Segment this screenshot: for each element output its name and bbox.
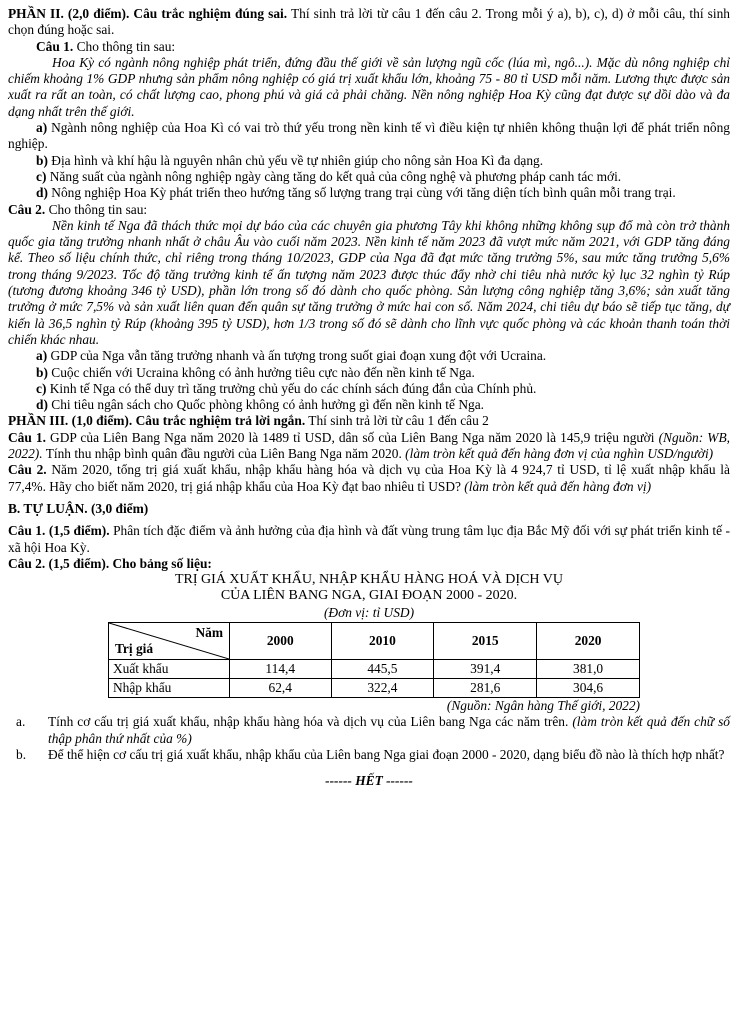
item-mark: b) <box>36 152 48 168</box>
item-mark: c) <box>36 380 47 396</box>
subquestion-b <box>16 746 730 763</box>
item-mark: b) <box>36 364 48 380</box>
sub-mark: b. <box>16 746 27 762</box>
item-mark: a) <box>36 348 48 364</box>
table-corner-cell <box>109 622 230 659</box>
part3-instruction: Thí sinh trả lời từ câu 1 đến câu 2 <box>305 413 489 429</box>
sub-text: Để thể hiện cơ cấu trị giá xuất khẩu, nhập khẩu của Liên bang Nga giai đoạn 2000 - 2020, dạng biểu đồ nào là thích hợp nhất? <box>48 746 725 762</box>
part3-q2-label: Câu 2. <box>8 462 47 478</box>
item-mark: a) <box>36 120 48 136</box>
part2-q1-item-b <box>8 153 730 169</box>
corner-top-label: Năm <box>195 624 223 640</box>
table-cell: 114,4 <box>230 659 332 678</box>
part3-heading: PHẦN III. (1,0 điểm). Câu trắc nghiệm trả lời ngắn. <box>8 413 306 429</box>
part2-q2-passage: Nền kinh tế Nga đã thách thức mọi dự báo của các chuyên gia phương Tây khi không những không sụp đổ mà còn trở thành quốc gia tăng trưởng nhanh nhất ở châu Âu vào cuối năm 2023. Nền kinh tế năm 2023 đã vượt mức năm 2021, với GDP tăng đáng kể. Theo số liệu chính thức, chỉ riêng trong tháng 10/2023, GDP của Nga đã đạt mức tăng trưởng 5%, sau mức tăng trưởng 5,6% trong tháng 9/2023. Tốc độ tăng trưởng kinh tế ấn tượng năm 2023 được thúc đẩy nhờ chi tiêu nhà nước kỷ lục 32 nghìn tỷ Rúp (tương đương khoảng 346 tỷ USD), phần lớn trong số đó dành cho quốc phòng. Sản lượng công nghiệp tăng 3,6%; sản xuất tăng trưởng ở mức 7,5% và sản xuất liên quan đến quân sự tăng trưởng ở mức hai con số. Năm 2024, chi tiêu dự báo sẽ tiếp tục tăng, dự kiến là 36,5 nghìn tỷ Rúp (khoảng 395 tỷ USD), hơn 1/3 trong số đó sẽ dành cho lĩnh vực quốc phòng và các khoản thanh toán thời chiến khác nhau. <box>8 217 730 347</box>
item-text: Chi tiêu ngân sách cho Quốc phòng không có ảnh hưởng gì đến nền kinh tế Nga. <box>47 397 484 413</box>
partB-q2-subquestions <box>8 714 730 763</box>
subquestion-a <box>16 714 730 747</box>
part3-q1-note: (làm tròn kết quả đến hàng đơn vị của nghìn USD/người) <box>405 446 714 462</box>
table-unit: (Đơn vị: tỉ USD) <box>323 604 415 620</box>
item-text: Cuộc chiến với Ucraina không có ảnh hưởng tiêu cực nào đến nền kinh tế Nga. <box>47 364 475 380</box>
item-mark: d) <box>36 397 48 413</box>
partB-heading: B. TỰ LUẬN. (3,0 điểm) <box>8 500 149 516</box>
table-cell: 381,0 <box>537 659 640 678</box>
year-header: 2000 <box>230 622 332 659</box>
partB-q1 <box>8 523 730 556</box>
part3-q1 <box>8 430 730 463</box>
end-marker: ------ HẾT ------ <box>325 773 413 789</box>
item-text: Địa hình và khí hậu là nguyên nhân chủ yếu về tự nhiên giúp cho nông sản Hoa Kì đa dạng. <box>47 152 544 168</box>
item-text: Ngành nông nghiệp của Hoa Kì có vai trò thứ yếu trong nền kinh tế vì điều kiện tự nhiên không thuận lợi để phát triển nông nghiệp. <box>8 120 730 152</box>
item-text: Năng suất của ngành nông nghiệp ngày càng tăng do kết quả của công nghệ và phương pháp canh tác mới. <box>46 168 622 184</box>
part2-heading: PHẦN II. (2,0 điểm). Câu trắc nghiệm đúng sai. <box>8 6 288 21</box>
table-cell: 281,6 <box>434 678 537 697</box>
partB-q1-text: Phân tích đặc điểm và ảnh hưởng của địa hình và đất vùng trung tâm lục địa Bắc Mỹ đối với sự phát triển kinh tế - xã hội Hoa Kỳ. <box>8 523 730 555</box>
part2-q1-label: Câu 1. <box>36 38 74 54</box>
part2-q2-item-a <box>8 348 730 364</box>
table-cell: 62,4 <box>230 678 332 697</box>
part3-q1-source: (Nguồn: WB, 2022). <box>8 429 730 462</box>
part3-q1-text: GDP của Liên Bang Nga năm 2020 là 1489 tỉ USD, dân số của Liên Bang Nga năm 2020 là 145,9 triệu người <box>45 429 659 445</box>
year-header: 2015 <box>434 622 537 659</box>
partB-q2-label: Câu 2. (1,5 điểm). Cho bảng số liệu: <box>8 555 212 571</box>
trade-table <box>108 622 640 698</box>
table-source: (Nguồn: Ngân hàng Thế giới, 2022) <box>446 697 640 713</box>
part2-q2-header <box>8 202 730 218</box>
row-label: Nhập khẩu <box>109 678 230 697</box>
sub-mark: a. <box>16 714 26 730</box>
part2-q1-intro: Cho thông tin sau: <box>73 38 176 54</box>
part2-q1-passage: Hoa Kỳ có ngành nông nghiệp phát triển, đứng đầu thế giới về sản lượng ngũ cốc (lúa mì, ngô...). Mặc dù nông nghiệp chỉ chiếm khoảng 1% GDP nhưng sản phẩm nông nghiệp có giá trị xuất khẩu lớn, khoảng 75 - 80 tỉ USD mỗi năm. Lương thực được sản xuất ra rất an toàn, có chất lượng cao, phong phú và giá cả phải chăng. Nền nông nghiệp Hoa Kỳ cũng đạt được sự dồi dào và đa dạng nhất trên thế giới. <box>8 54 730 119</box>
part3-q1-text2: Tính thu nhập bình quân đầu người của Liên Bang Nga năm 2020. <box>42 446 406 462</box>
item-text: GDP của Nga vẫn tăng trưởng nhanh và ấn tượng trong suốt giai đoạn xung đột với Ucraina. <box>47 348 547 364</box>
row-label: Xuất khẩu <box>109 659 230 678</box>
table-header-row <box>109 622 640 659</box>
part2-q2-item-c <box>8 381 730 397</box>
table-cell: 322,4 <box>331 678 434 697</box>
part3-q2-note: (làm tròn kết quả đến hàng đơn vị) <box>464 478 652 494</box>
part2-q2-label: Câu 2. <box>8 201 46 217</box>
table-wrapper <box>8 622 730 698</box>
table-cell: 304,6 <box>537 678 640 697</box>
year-header: 2010 <box>331 622 434 659</box>
item-mark: d) <box>36 185 48 201</box>
part2-q2-item-b <box>8 365 730 381</box>
part2-q2-item-d <box>8 397 730 413</box>
sub-note: (làm tròn kết quả đến chữ số thập phân thứ nhất của %) <box>48 714 730 746</box>
partB-q1-label: Câu 1. (1,5 điểm). <box>8 523 110 539</box>
corner-bottom-label: Trị giá <box>115 640 154 656</box>
part3-q2-text: Năm 2020, tổng trị giá xuất khẩu, nhập khẩu hàng hóa và dịch vụ của Hoa Kỳ là 4 924,7 tỉ USD, tỉ lệ xuất nhập khẩu là 77,4%. Hãy cho biết năm 2020, trị giá nhập khẩu của Hoa Kỳ đạt bao nhiêu tỉ USD? <box>8 462 730 494</box>
part3-q2 <box>8 462 730 495</box>
table-title-line-1: TRỊ GIÁ XUẤT KHẨU, NHẬP KHẨU HÀNG HOÁ VÀ DỊCH VỤ <box>175 572 563 588</box>
item-text: Nông nghiệp Hoa Kỳ phát triển theo hướng tăng số lượng trang trại cùng với tăng diện tích bình quân mỗi trang trại. <box>47 185 676 201</box>
item-text: Kinh tế Nga có thể duy trì tăng trưởng chủ yếu do các chính sách đúng đắn của Chính phủ. <box>46 380 537 396</box>
table-cell: 391,4 <box>434 659 537 678</box>
part2-instruction: Thí sinh trả lời từ câu 1 đến câu 2. Trong mỗi ý a), b), c), d) ở mỗi câu, thí sinh chọn đúng hoặc sai. <box>8 6 730 38</box>
table-row <box>109 678 640 697</box>
part2-header <box>8 6 730 39</box>
part3-q1-label: Câu 1. <box>8 429 46 445</box>
table-row <box>109 659 640 678</box>
part2-q1-item-c <box>8 169 730 185</box>
part2-q1-item-a <box>8 120 730 153</box>
part2-q1-header <box>8 39 730 55</box>
part2-q1-item-d <box>8 185 730 201</box>
table-cell: 445,5 <box>331 659 434 678</box>
year-header: 2020 <box>537 622 640 659</box>
item-mark: c) <box>36 168 47 184</box>
part2-q2-intro: Cho thông tin sau: <box>45 201 148 217</box>
sub-text: Tính cơ cấu trị giá xuất khẩu, nhập khẩu hàng hóa và dịch vụ của Liên bang Nga các năm trên. <box>48 714 573 730</box>
part3-header <box>8 413 730 429</box>
table-title-line-2: CỦA LIÊN BANG NGA, GIAI ĐOẠN 2000 - 2020. <box>220 588 518 604</box>
